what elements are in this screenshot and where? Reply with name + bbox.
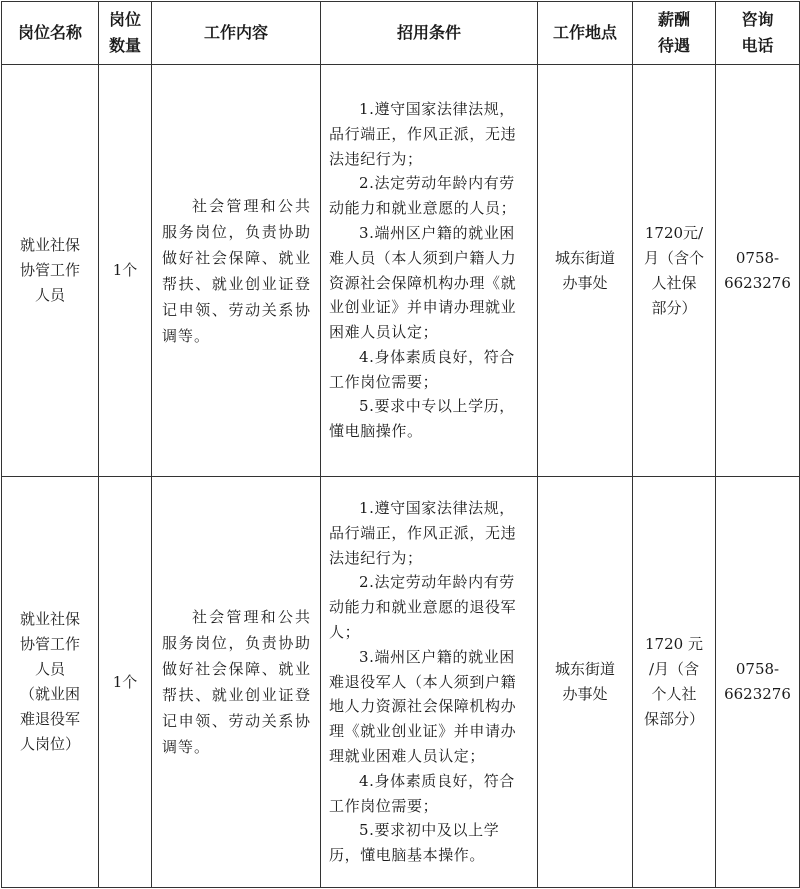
salary-cell: 1720 元 /月（含 个人社 保部分）: [633, 477, 716, 888]
requirement-item: 4.身体素质良好，符合工作岗位需要；: [329, 771, 515, 815]
phone-cell: 0758- 6623276: [716, 477, 800, 888]
header-phone: 咨询 电话: [716, 2, 800, 65]
header-count: 岗位 数量: [99, 2, 152, 65]
requirement-item: 2.法定劳动年龄内有劳动能力和就业意愿的退役军人；: [329, 573, 517, 641]
header-salary: 薪酬 待遇: [633, 2, 716, 65]
job-content-cell: 社会管理和公共服务岗位，负责协助做好社会保障、就业帮扶、就业创业证登记申领、劳动关系协调等。: [152, 477, 321, 888]
requirements-cell: [321, 477, 538, 888]
phone-cell: 0758- 6623276: [716, 65, 800, 477]
job-table: [1, 1, 800, 888]
requirement-item: 5.要求初中及以上学历，懂电脑基本操作。: [329, 821, 500, 865]
requirement-item: 3.端州区户籍的就业困难退役军人（本人须到户籍地人力资源社会保障机构办理《就业创业证》并申请办理就业困难人员认定；: [329, 647, 517, 765]
table-row: [2, 65, 800, 477]
table-row: [2, 477, 800, 888]
requirements-cell: [321, 65, 538, 477]
location-cell: 城东街道 办事处: [538, 65, 633, 477]
header-content: 工作内容: [152, 2, 321, 65]
table-header-row: [2, 2, 800, 65]
requirement-item: 1.遵守国家法律法规，品行端正，作风正派，无违法违纪行为；: [329, 99, 517, 168]
header-position-name: 岗位名称: [2, 2, 99, 65]
requirement-item: 1.遵守国家法律法规，品行端正，作风正派，无违法违纪行为；: [329, 499, 517, 567]
requirement-item: 3.端州区户籍的就业困难人员（本人须到户籍人力资源社会保障机构办理《就业创业证》并申请办理就业困难人员认定；: [329, 223, 517, 342]
position-count-cell: 1个: [99, 65, 152, 477]
job-content-cell: 社会管理和公共服务岗位，负责协助做好社会保障、就业帮扶、就业创业证登记申领、劳动关系协调等。: [152, 65, 321, 477]
salary-cell: 1720元/ 月（含个 人社保 部分）: [633, 65, 716, 477]
header-requirements: 招用条件: [321, 2, 538, 65]
position-name-cell: 就业社保 协管工作 人员 （就业困 难退役军 人岗位）: [2, 477, 99, 888]
location-cell: 城东街道 办事处: [538, 477, 633, 888]
header-location: 工作地点: [538, 2, 633, 65]
requirement-item: 5.要求中专以上学历，懂电脑操作。: [329, 397, 515, 441]
requirement-item: 4.身体素质良好，符合工作岗位需要；: [329, 347, 515, 391]
position-name-cell: 就业社保 协管工作 人员: [2, 65, 99, 477]
position-count-cell: 1个: [99, 477, 152, 888]
requirement-item: 2.法定劳动年龄内有劳动能力和就业意愿的人员；: [329, 174, 517, 218]
